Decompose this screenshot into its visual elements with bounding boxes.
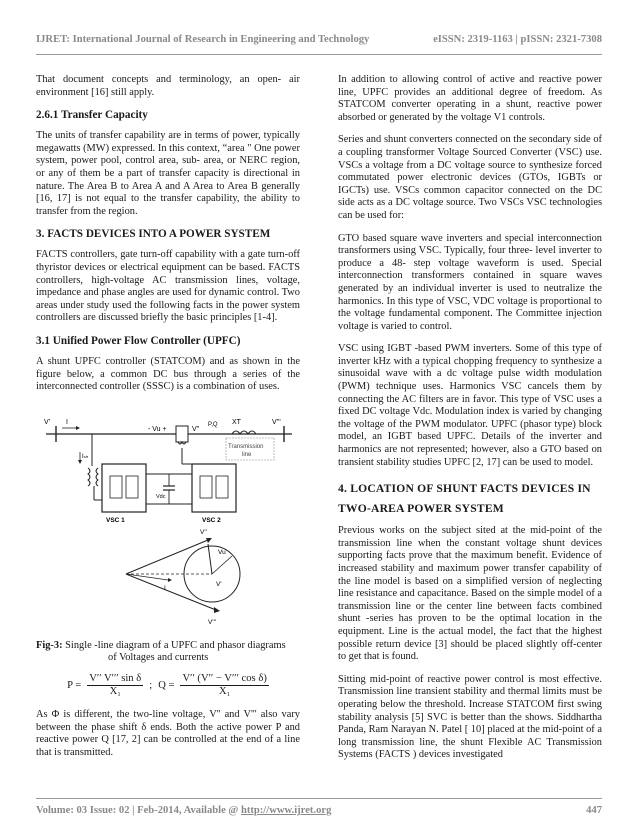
section-heading: 4. LOCATION OF SHUNT FACTS DEVICES IN TWO-AREA POWER SYSTEM xyxy=(338,482,591,516)
label-vsc1: VSC 1 xyxy=(106,516,125,524)
upfc-figure xyxy=(36,404,300,636)
power-equation xyxy=(36,673,300,699)
label-vu: - Vu + xyxy=(148,425,167,433)
upfc-diagram xyxy=(36,404,300,636)
paragraph: The units of transfer capability are in terms of power, typically megawatts (MW) expressed. In this context, “area " One power system, power pool, control area, sub- area, or NERC region, or any of them be a part of transfer capacity is directional in nature. The Area B to Area A and A Area to Area B generally [16, 17] is not equal to the transfer capability, the ability to transfer from the region. xyxy=(36,130,300,217)
eq-q-lhs: Q = xyxy=(158,679,175,691)
caption-label: Fig-3: xyxy=(36,639,63,651)
page-number: 447 xyxy=(586,805,602,816)
eq-q-fraction xyxy=(180,673,268,699)
journal-link[interactable]: http://www.ijret.org xyxy=(240,805,332,816)
running-header xyxy=(36,34,602,45)
eq-q-den: X₁ xyxy=(218,686,231,698)
phasor-v2: V'' xyxy=(200,528,207,536)
eq-p-den: X₁ xyxy=(109,686,121,698)
label-i: I xyxy=(66,418,68,426)
header-rule xyxy=(36,54,602,55)
caption-line-1: Single -line diagram of a UPFC and phasor diagrams xyxy=(65,639,286,651)
issn: eISSN: 2319-1163 | pISSN: 2321-7308 xyxy=(433,34,602,45)
phasor-i: I xyxy=(164,584,166,592)
paragraph: That document concepts and terminology, an open- air environment [16] still apply. xyxy=(36,74,300,98)
eq-p-fraction xyxy=(87,673,143,699)
paragraph: GTO based square wave inverters and special interconnection transformers using VSC. Typically, four three- level inverter to produce a 48- step voltage waveform is used. Special interconnection transformers contained in square waves generated by an individual inverter is used to neutralize the harmonics. In this type of VSC, VDC voltage is proportional to the voltage fundamental component. The Committee injection voltage is varied to control. xyxy=(338,232,602,332)
phasor-vu: Vu xyxy=(218,548,226,556)
eq-p-lhs: P = xyxy=(67,679,82,691)
section-heading: 3.1 Unified Power Flow Controller (UPFC) xyxy=(36,334,241,347)
label-v-prime: V' xyxy=(44,418,51,426)
label-tline-2: line xyxy=(242,451,252,458)
label-vdc: Vdc xyxy=(156,493,166,500)
right-column xyxy=(338,74,602,772)
paragraph: As Φ is different, the two-line voltage, V'' and V''' also vary between the phase shift δ ends. Both the active power P and reactive power Q [17, 2] can be controlled at the end of a line that is transmitted. xyxy=(36,709,300,758)
label-tline-1: Transmission xyxy=(228,443,264,450)
section-heading: 2.6.1 Transfer Capacity xyxy=(36,109,148,122)
eq-p-num: V′′ V′′′ sin δ xyxy=(87,673,143,687)
phasor-v1: V' xyxy=(216,580,222,588)
footer-volume-text: Volume: 03 Issue: 02 | Feb-2014, Available @ xyxy=(36,805,241,816)
label-ish: Iₛₕ xyxy=(82,453,89,460)
left-column xyxy=(36,74,300,769)
label-xt: XT xyxy=(232,418,241,426)
caption-line-2: of Voltages and currents xyxy=(108,652,209,664)
journal-title: IJRET: International Journal of Research in Engineering and Technology xyxy=(36,34,370,45)
figure-caption xyxy=(36,640,300,665)
running-footer xyxy=(36,805,602,816)
label-pq: P,Q xyxy=(208,421,218,428)
paragraph: VSC using IGBT -based PWM inverters. Some of this type of inverter kHz with a typical chopping frequency to synthesize a sinusoidal wave with a dc voltage pulse width modulation (PWM) technique uses. Harmonics VSC cancels them by connecting the AC filters are in favor. This type of VSC uses a fixed DC voltage Vdc. Modulation index is varied by changing the voltage of the PWM modulator. UPFC (phasor type) block model, an IGBT based UPFC. Details of the inverter and harmonics are not represented; however, also a GTO based on transient stability studies UPFC [2, 17] can be used to model. xyxy=(338,343,602,468)
phasor-v3: V''' xyxy=(208,618,217,626)
footer-volume xyxy=(36,805,331,816)
paragraph: Series and shunt converters connected on the secondary side of a coupling transformer Voltage Sourced Converter (VSC) use. VSCs a voltage from a DC voltage source to synthesize forced commutated power electronic devices (GTOs, IGBTs or IGCTs) use. VSCs common capacitor connected on the DC side acts as a DC voltage source. Two VSCs VSC technologies can be used for: xyxy=(338,134,602,221)
paragraph: Previous works on the subject sited at the mid-point of the transmission line when the constant voltage shunt devices supporting facts prove that the maximum benefit. Evidence of increased stability and maximum power transfer capability of the line model is based on a simplified version of neglecting line resistance and capacitance. Based on the simple model of a transmission line or the center line between facts combined shunt -series has proven to be the optimal location in the equipment. Line is the actual model, the fact that the highest possible return device [3] should be placed slightly off-center to get that is found. xyxy=(338,525,602,663)
eq-q-num: V′′ (V′′ − V′′′ cos δ) xyxy=(180,673,268,687)
section-heading: 3. FACTS DEVICES INTO A POWER SYSTEM xyxy=(36,228,271,241)
label-v3: V''' xyxy=(272,418,281,426)
footer-rule xyxy=(36,798,602,799)
paragraph: A shunt UPFC controller (STATCOM) and as shown in the figure below, a common DC bus through a series of the interconnected controller (SSSC) is a combination of uses. xyxy=(36,355,300,393)
label-vsc2: VSC 2 xyxy=(202,516,221,524)
paragraph: Sitting mid-point of reactive power control is most effective. Transmission line transient stability and thermal limits must be operating below the threshold. Increase STATCOM first swing stability analysis [5] SVC is better than the shows. Siddhartha Panda, Ram Narayan N. Patel [ 10] placed at the mid-point of a long transmission line, the shunt Flexible AC Transmission Systems (FACTS ) devices investigated xyxy=(338,673,602,761)
paragraph: FACTS controllers, gate turn-off capability with a gate turn-off thyristor devices or electrical equipment can be based. FACTS controllers, high-voltage AC transmission lines, voltage, impedance and phase angles are used for dynamic control. Two areas under study used the following facts in the power system controllers are discussed briefly the basic principles [1-4]. xyxy=(36,249,300,324)
label-v2: V'' xyxy=(192,425,200,433)
eq-separator: ; xyxy=(149,679,153,691)
paragraph: In addition to allowing control of active and reactive power line, UPFC provides an additional degree of freedom. As STATCOM converter operating in a shunt, reactive power absorbed or generated by the voltage V1 controls. xyxy=(338,74,602,123)
